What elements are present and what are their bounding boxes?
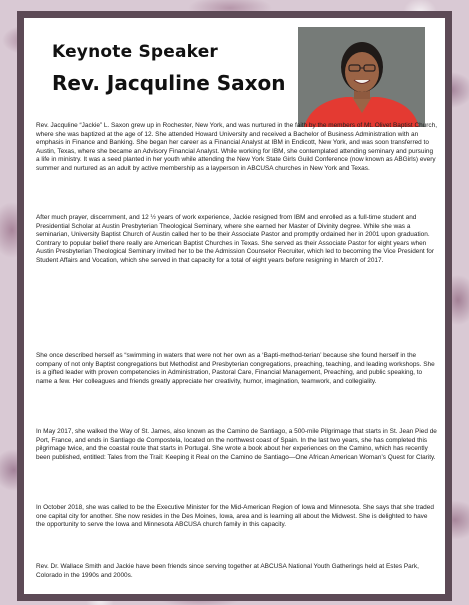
speaker-portrait-image — [298, 27, 425, 127]
bio-paragraph: After much prayer, discernment, and 12 ½ years of work experience, Jackie resigned from IBM and enrolled as a full-time student and Presidential Scholar at Austin Presbyterian Theological Seminary, where she earned her Master of Divinity degree. While she was a seminarian, University Baptist Church of Austin called her to be their Associate Pastor and promptly ordained her in 2001 upon graduation. Contrary to popular belief there really are American Baptist Churches in Texas. She served as their Associate Pastor for eight years when Austin Presbyterian Theological Seminary invited her to be the Admission Counselor Recruiter, which led to becoming the Vice President for Student Affairs and Vocation, which she served in that capacity for a total of eight years before resigning in March of 2017. — [36, 214, 435, 264]
bio-paragraph: Rev. Dr. Wallace Smith and Jackie have been friends since serving together at ABCUSA National Youth Gatherings held at Estes Park, Colorado in the 1990s and 2000s. — [36, 563, 419, 579]
bio-paragraph: She once described herself as “swimming in waters that were not her own as a ‘Bapti-method-terian’ because she found herself in the company of not only Baptist congregations but Methodist and Presbyterian congregations, preaching, teaching, and leading workshops. She is a gifted leader with proven competencies in Administration, Pastoral Care, Financial Management, Preaching, and public speaking, to name a few. Her colleagues and friends greatly appreciate her creativity, humor, imagination, teamwork, and collegiality. — [36, 352, 435, 385]
bio-paragraph: In May 2017, she walked the Way of St. James, also known as the Camino de Santiago, a 500-mile Pilgrimage that starts in St. Jean Pied de Port, France, and ends in Santiago de Compostela, located on the northwest coast of Spain. In the last two years, she has completed this pilgrimage twice, and the coastal route that starts in Portugal. She wrote a book about her experiences on the Camino, which has recently been published, entitled: Tales from the Trail: Keeping it Real on the Camino de Santiago—One African American Woman’s Quest for Clarity. — [36, 428, 437, 461]
kicker-heading: Keynote Speaker — [52, 42, 219, 62]
bio-paragraph: In October 2018, she was called to be the Executive Minister for the Mid-American Region of Iowa and Minnesota. She says that she traded one capital city for another. She now resides in the Des Moines, Iowa, area and is learning all about the Midwest. She is delighted to have the opportunity to serve the Iowa and Minnesota ABCUSA church family in this capacity. — [36, 504, 434, 529]
speaker-name-heading: Rev. Jacquline Saxon — [52, 71, 286, 95]
speaker-photo — [298, 27, 425, 127]
bio-card — [17, 11, 452, 601]
bio-paragraph: Rev. Jacquline “Jackie” L. Saxon grew up in Rochester, New York, and was nurtured in the faith by the members of Mt. Olivet Baptist Church, where she was baptized at the age of 12. She attended Howard University and received a Bachelor of Business Administration with an emphasis in Finance and Banking. She began her career as a Financial Analyst at IBM in Endicott, New York, and was soon transferred to Austin, Texas, where she became an Advisory Financial Analyst. While working for IBM, she contemplated attending seminary and pursuing a life in ministry. It was a seed planted in her youth while attending the New York State Girls Guild Conference (now known as ABGirls) every summer and nurtured as an adult by active membership as a layperson in ABCUSA churches in New York and Texas. — [36, 122, 437, 172]
